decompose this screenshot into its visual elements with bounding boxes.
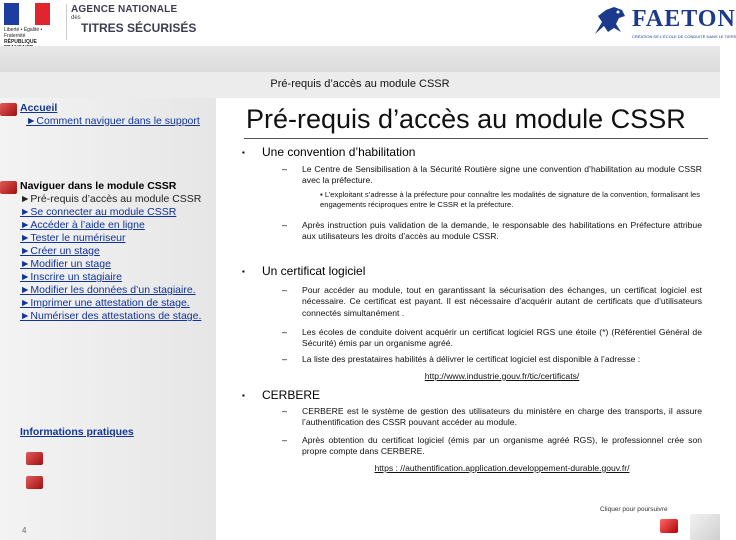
square-bullet-icon: ▪ bbox=[242, 267, 245, 277]
cerbere-link-line bbox=[302, 463, 702, 474]
red-square-icon bbox=[26, 476, 43, 489]
agency-line2: des bbox=[71, 15, 81, 21]
sidebar-link-accueil[interactable]: Accueil bbox=[20, 102, 58, 114]
dash-bullet-icon: – bbox=[282, 406, 288, 416]
paragraph: Le Centre de Sensibilisation à la Sécurité Routière signe une convention d’habilitation au module CSSR avec la préfecture. bbox=[302, 164, 702, 186]
next-slide-button[interactable] bbox=[660, 519, 678, 533]
agency-line3: TITRES SÉCURISÉS bbox=[81, 21, 197, 35]
dash-bullet-icon: – bbox=[282, 435, 288, 445]
cerbere-url-link[interactable]: https : //authentification.application.developpement-durable.gouv.fr/ bbox=[374, 463, 630, 473]
faeton-logo bbox=[592, 4, 736, 42]
section-certificat-title: Un certificat logiciel bbox=[262, 264, 366, 278]
sub-bullet bbox=[320, 190, 702, 210]
paragraph: Après instruction puis validation de la demande, le responsable des habilitations en Préfecture attribue aux utilisateurs les droits d’accès au module CSSR. bbox=[302, 220, 702, 242]
dash-bullet-icon: – bbox=[282, 164, 288, 174]
square-bullet-icon: ▪ bbox=[242, 148, 245, 158]
agency-line1: AGENCE NATIONALE bbox=[71, 4, 178, 15]
sidebar-link-modifier-stage[interactable]: ►Modifier un stage bbox=[20, 258, 111, 270]
sidebar-nav-heading: Naviguer dans le module CSSR bbox=[20, 180, 177, 192]
dash-bullet-icon: – bbox=[282, 354, 288, 364]
title-divider bbox=[244, 138, 708, 139]
red-square-icon bbox=[0, 181, 17, 194]
sidebar-link-creer-stage[interactable]: ►Créer un stage bbox=[20, 245, 100, 257]
page-title: Pré-requis d’accès au module CSSR bbox=[246, 104, 686, 134]
red-square-icon bbox=[0, 103, 17, 116]
section-cerbere-title: CERBERE bbox=[262, 388, 321, 402]
sub-bullet-text: L’exploitant s’adresse à la préfecture pour connaître les modalités de signature de la convention, formalisant les engagements réciproques entre le CSSR et la préfecture. bbox=[320, 190, 701, 209]
header bbox=[0, 0, 736, 46]
sidebar-home-section bbox=[20, 102, 200, 128]
horse-icon bbox=[592, 4, 628, 38]
slide-top-band bbox=[0, 46, 720, 72]
page-number: 4 bbox=[22, 526, 27, 535]
section-cerbere bbox=[242, 388, 320, 402]
paragraph: CERBERE est le système de gestion des utilisateurs du ministère en charge des transports, il assure l’authentification des CSSR pouvant accéder au module. bbox=[302, 406, 702, 428]
sidebar-current-item: ►Pré-requis d’accès au module CSSR bbox=[20, 193, 202, 205]
dash-bullet-icon: – bbox=[282, 285, 288, 295]
republique-francaise-logo bbox=[4, 3, 56, 45]
french-flag-icon bbox=[4, 3, 50, 25]
sidebar-link-imprimer-attestation[interactable]: ►Imprimer une attestation de stage. bbox=[20, 297, 190, 309]
faeton-name: FAETON bbox=[632, 6, 736, 32]
sidebar-link-inscrire-stagiaire[interactable]: ►Inscrire un stagiaire bbox=[20, 271, 123, 283]
dash-bullet-icon: – bbox=[282, 327, 288, 337]
faeton-subtitle: CRÉATION DE L'ÉCOLE DE CONDUITE DANS LE TIERS bbox=[632, 34, 736, 39]
rf-motto: Liberté • Égalité • Fraternité bbox=[4, 27, 43, 39]
sidebar-nav-section bbox=[20, 180, 212, 323]
sidebar-link-aide-en-ligne[interactable]: ►Accéder à l’aide en ligne bbox=[20, 219, 145, 231]
sidebar-link-numeriser-attestations[interactable]: ►Numériser des attestations de stage. bbox=[20, 310, 202, 322]
slide-bar-title: Pré-requis d’accès au module CSSR bbox=[270, 78, 450, 90]
paragraph: La liste des prestataires habilités à délivrer le certificat logiciel est disponible à l’adresse : bbox=[302, 354, 641, 364]
red-square-icon bbox=[26, 452, 43, 465]
sidebar-link-se-connecter[interactable]: ►Se connecter au module CSSR bbox=[20, 206, 177, 218]
next-label: Cliquer pour poursuivre bbox=[600, 506, 668, 513]
small-square-bullet-icon: ▪ bbox=[320, 190, 325, 199]
sidebar-link-comment-naviguer[interactable]: ►Comment naviguer dans le support bbox=[26, 115, 200, 127]
page-curl-corner bbox=[690, 514, 720, 540]
sidebar-infos-section bbox=[20, 426, 200, 439]
sidebar-link-tester-numeriseur[interactable]: ►Tester le numériseur bbox=[20, 232, 126, 244]
dash-bullet-icon: – bbox=[282, 220, 288, 230]
certificats-url-link[interactable]: http://www.industrie.gouv.fr/tic/certificats/ bbox=[424, 371, 580, 381]
section-convention-title: Une convention d’habilitation bbox=[262, 145, 416, 159]
sidebar-link-informations-pratiques[interactable]: Informations pratiques bbox=[20, 426, 134, 438]
certificats-link-line bbox=[302, 371, 702, 382]
paragraph: Après obtention du certificat logiciel (émis par un organisme agréé RGS), le professionnel crée son propre compte dans CERBERE. bbox=[302, 435, 702, 457]
section-certificat bbox=[242, 264, 365, 278]
section-convention bbox=[242, 145, 415, 159]
paragraph: Les écoles de conduite doivent acquérir un certificat logiciel RGS une étoile (*) (Référentiel Général de Sécurité) émis par un organisme agréé. bbox=[302, 327, 702, 349]
paragraph: Pour accéder au module, tout en garantissant la sécurisation des échanges, un certificat logiciel est nécessaire. Ce certificat est payant. Il est nécessaire d’acquérir autant de certificats que d’utilisateurs connectés simultanément . bbox=[302, 285, 702, 318]
ants-logo bbox=[66, 4, 207, 40]
square-bullet-icon: ▪ bbox=[242, 391, 245, 401]
rf-name: RÉPUBLIQUE bbox=[4, 39, 37, 45]
sidebar-link-modifier-donnees[interactable]: ►Modifier les données d’un stagiaire. bbox=[20, 284, 196, 296]
